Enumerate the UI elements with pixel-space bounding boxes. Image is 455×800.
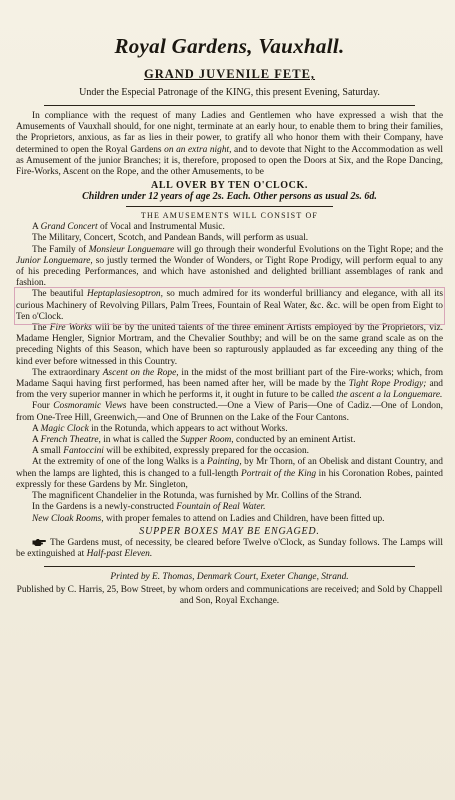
item-text: so much admired for its wonderful brilliancy and elegance, with all its curious Machinery of Revolving Pillars, Palm Trees, Fountain of Real Water, &c. &c. will be open from Eight to Ten o'Clock. — [16, 289, 443, 322]
item-text: A small — [32, 446, 64, 457]
item-longuemare — [16, 245, 443, 290]
item-text: A — [32, 423, 41, 434]
item-emphasis: Grand Concert — [40, 222, 98, 233]
item-emphasis: Cosmoramic Views — [53, 401, 127, 412]
item-text: The beautiful — [32, 289, 87, 300]
printer-line: Printed by E. Thomas, Denmark Court, Exeter Change, Strand. — [110, 572, 349, 583]
item-emphasis: Fire Works — [49, 323, 92, 334]
closing-time-line: ALL OVER BY TEN O'CLOCK. — [151, 180, 308, 192]
item-fantoccini — [16, 446, 443, 457]
intro-text-emphasis: on an extra night, — [164, 144, 232, 155]
publisher-line: Published by C. Harris, 25, Bow Street, by whom orders and communications are received; and Sold by Chappell and Son, Royal Exchange. — [16, 585, 443, 607]
divider-rule-short — [126, 206, 333, 207]
notice-text: The Gardens must, of necessity, be cleared before Twelve o'Clock, as Sunday follows. The Lamps will be extinguished at — [16, 537, 443, 559]
item-text: At the extremity of one of the long Walks is a — [32, 457, 208, 468]
item-emphasis: Supper Room, — [180, 435, 234, 446]
patronage-line: Under the Especial Patronage of the KING, this present Evening, Saturday. — [79, 87, 380, 98]
item-emphasis: Heptaplasiesoptron, — [86, 289, 163, 300]
pointing-hand-icon — [32, 538, 46, 546]
intro-paragraph — [16, 111, 443, 178]
intro-text-a: In compliance with the request of many Ladies and Gentlemen who have expressed a wish that the Amusements of Vauxhall should, for one night, terminate at an early hour, to enable them to bring their families, the Proprietors, anxious, as far as lies in their power, to gratify all who honor them with their Company, have determined to open the Royal Gardens — [16, 111, 443, 155]
item-cosmoramic — [16, 401, 443, 423]
prices-line: Children under 12 years of age 2s. Each. Other persons as usual 2s. 6d. — [82, 191, 377, 203]
item-text: will go through their wonderful Evolutions on the Tight Rope; and the — [174, 244, 443, 255]
item-cloak-rooms — [16, 514, 443, 525]
intro-text-b: and to devote that Night to the Accommodation as well as Amusement of the junior Branches; it is, therefore, proposed to open the Doors at Six, and the Rope Dancing, Fire-Works, Ascent on the Rope, and the other Amusements, to be — [16, 144, 443, 178]
divider-rule — [44, 105, 415, 106]
item-text: The extraordinary — [32, 367, 103, 378]
item-concert — [16, 222, 443, 233]
divider-rule-footer — [44, 566, 415, 567]
item-chandelier: The magnificent Chandelier in the Rotunda, was furnished by Mr. Collins of the Strand. — [32, 491, 362, 502]
item-ascent — [16, 368, 443, 402]
item-magic-clock — [16, 424, 443, 435]
item-emphasis: Fantoccini — [63, 446, 104, 457]
item-text: in the midst of the most brilliant part of the Fire-works; which, from Madame Saqui having first performed, has been named after her, will be made by the — [16, 367, 443, 390]
item-text: in the Rotunda, which appears to act without Works. — [88, 423, 288, 434]
item-text: with proper females to attend on Ladies and Children, have been fitted up. — [103, 513, 385, 524]
item-military: The Military, Concert, Scotch, and Pandean Bands, will perform as usual. — [32, 233, 309, 244]
item-text: in what is called the — [100, 435, 181, 446]
item-emphasis: New Cloak Rooms, — [32, 513, 104, 524]
item-text: The — [32, 323, 50, 334]
page-title: Royal Gardens, Vauxhall. — [114, 34, 345, 58]
item-emphasis: Monsieur Longuemare — [88, 244, 175, 255]
item-text: of Vocal and Instrumental Music. — [97, 222, 225, 233]
item-text: A — [32, 435, 41, 446]
item-emphasis: Painting, — [207, 457, 242, 468]
closing-notice — [16, 538, 443, 560]
item-emphasis: Portrait of the King — [240, 468, 317, 479]
amusements-heading: THE AMUSEMENTS WILL CONSIST OF — [140, 211, 319, 221]
item-fireworks — [16, 323, 443, 368]
item-painting — [16, 457, 443, 491]
item-text: in his Coronation Robes, painted expressly for these Gardens by Mr. Singleton, — [16, 468, 443, 490]
item-emphasis: Fountain of Real Water. — [176, 502, 266, 513]
item-text: The Family of — [32, 244, 89, 255]
item-text: In the Gardens is a newly-constructed — [32, 502, 177, 513]
item-text: A — [32, 222, 41, 233]
event-subtitle: GRAND JUVENILE FETE, — [143, 67, 316, 81]
item-heptaplasiesoptron — [16, 289, 443, 323]
item-fountain — [16, 502, 443, 513]
item-text: so justly termed the Wonder of Wonders, or Tight Rope Prodigy, will perform equal to any of his preceding Performances, and which have astonished and delighted brilliant assemblages of rank and fashion. — [16, 255, 443, 289]
item-text: Four — [32, 401, 54, 412]
item-emphasis: Tight Rope Prodigy; — [348, 379, 427, 390]
supper-boxes-line: SUPPER BOXES MAY BE ENGAGED. — [139, 525, 320, 537]
item-text: conducted by an eminent Artist. — [233, 435, 356, 446]
item-text: and from the very superior manner in which he performs it, it ought in future to be called — [16, 379, 443, 401]
notice-emphasis: Half-past Eleven. — [86, 548, 153, 559]
item-text: will be exhibited, expressly prepared for the occasion. — [103, 446, 310, 457]
item-emphasis: the ascent a la Longuemare. — [336, 390, 443, 401]
item-emphasis: Magic Clock — [40, 423, 89, 434]
item-french-theatre — [16, 435, 443, 446]
item-text: will be by the united talents of the three eminent Artists employed by the Proprietors, viz. Madame Hengler, Signior Mortram, and the Chevalier Southby; and will be on the same grand scale as on the preceding Nights of this Season, which have been so rapturously applauded as far exceeding any thing of the kind ever before witnessed in this Country. — [16, 323, 443, 367]
item-emphasis: Junior Longuemare, — [16, 255, 93, 266]
item-emphasis: Ascent on the Rope, — [102, 367, 179, 378]
item-text: have been constructed.—One a View of Paris—One of Cadiz.—One of London, from One-Tree Hill, Greenwich,—and One of Brunnen on the Lake of the Four Cantons. — [16, 401, 443, 423]
item-text: by Mr Thorn, of an Obelisk and distant Country, and when the lamps are lighted, this is changed to a full-length — [16, 457, 443, 479]
item-emphasis: French Theatre, — [40, 435, 101, 446]
